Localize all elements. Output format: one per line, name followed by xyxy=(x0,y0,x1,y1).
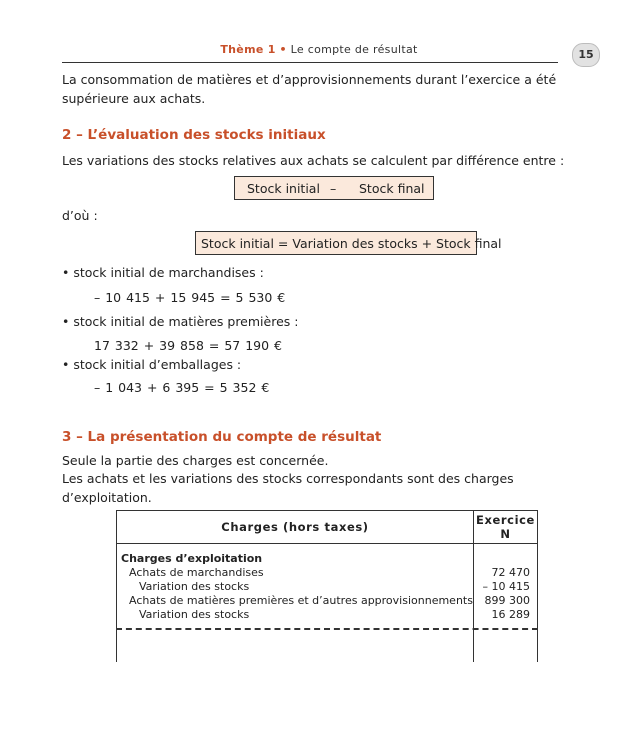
header-title: Le compte de résultat xyxy=(290,43,418,56)
group-value-spacer xyxy=(474,552,530,566)
running-header xyxy=(0,43,638,56)
charges-labels-cell xyxy=(117,544,474,663)
page-number: 15 xyxy=(572,43,600,67)
formula-stock-final: Stock final xyxy=(359,181,425,196)
charges-table xyxy=(116,510,538,662)
header-rule xyxy=(62,62,558,63)
bullet-matieres-premieres: • stock initial de matières premières : xyxy=(62,314,299,329)
formula-box-difference xyxy=(234,176,434,200)
bullet-marchandises: • stock initial de marchandises : xyxy=(62,265,264,280)
intro-paragraph: La consommation de matières et d’approvisionnements durant l’exercice a été supérieure aux achats. xyxy=(62,72,557,106)
section-3-heading: 3 – La présentation du compte de résultat xyxy=(62,429,382,445)
row-value: – 10 415 xyxy=(482,580,530,593)
bullet-emballages: • stock initial d’emballages : xyxy=(62,357,242,372)
row-label: Achats de matières premières et d’autres approvisionnements xyxy=(129,594,473,607)
row-label: Variation des stocks xyxy=(139,608,250,621)
row-value: 72 470 xyxy=(491,566,530,579)
calc-emballages: – 1 043 + 6 395 = 5 352 € xyxy=(94,380,270,395)
section-3-line-1: Seule la partie des charges est concernée. xyxy=(62,453,329,468)
section-2-text: Les variations des stocks relatives aux achats se calculent par différence entre : xyxy=(62,153,565,168)
row-value: 899 300 xyxy=(484,594,530,607)
row-label: Achats de marchandises xyxy=(129,566,264,579)
section-3-line-2: Les achats et les variations des stocks correspondants sont des charges d’exploitation. xyxy=(62,471,514,505)
section-2-heading: 2 – L’évaluation des stocks initiaux xyxy=(62,127,326,143)
column-header-charges: Charges (hors taxes) xyxy=(117,511,474,544)
row-value: 16 289 xyxy=(491,608,530,621)
header-theme: Thème 1 xyxy=(220,43,276,56)
dou-text: d’où : xyxy=(62,208,98,223)
header-separator: • xyxy=(279,43,287,56)
formula-box-stock-initial: Stock initial = Variation des stocks + Stock final xyxy=(195,231,477,255)
table-continuation-dashed-line xyxy=(116,628,538,630)
exercice-values-cell xyxy=(473,544,537,663)
group-label: Charges d’exploitation xyxy=(121,552,263,565)
formula-stock-initial: Stock initial xyxy=(247,181,320,196)
row-label: Variation des stocks xyxy=(139,580,250,593)
formula-minus: – xyxy=(330,181,337,196)
column-header-exercice: Exercice N xyxy=(473,511,537,544)
calc-matieres-premieres: 17 332 + 39 858 = 57 190 € xyxy=(94,338,282,353)
calc-marchandises: – 10 415 + 15 945 = 5 530 € xyxy=(94,290,286,305)
